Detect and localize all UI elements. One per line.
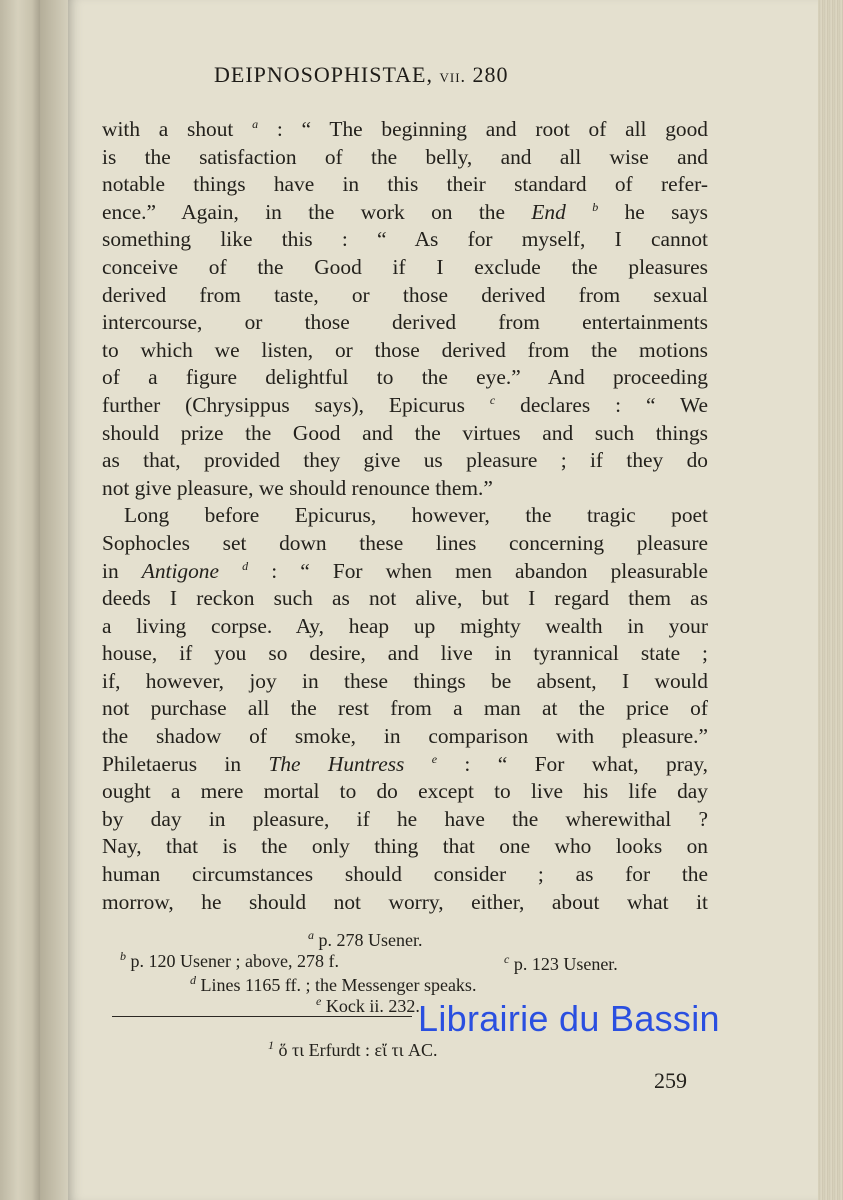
body-line: morrow, he should not worry, either, about what it bbox=[102, 889, 708, 914]
textual-note-text: ὅ τι Erfurdt : εἴ τι AC. bbox=[278, 1040, 438, 1060]
body-line: Nay, that is the only thing that one who looks on bbox=[102, 834, 708, 859]
footnote-marker: c bbox=[504, 952, 510, 966]
footnote-d bbox=[190, 975, 476, 996]
footnote-rule bbox=[112, 1016, 412, 1017]
body-line: ence.” Again, in the work on the End $^b$ he says bbox=[102, 199, 708, 224]
textual-note-marker: 1 bbox=[268, 1038, 274, 1052]
running-head bbox=[214, 62, 614, 88]
body-line: not give pleasure, we should renounce them.” bbox=[102, 475, 493, 500]
facing-page-edge bbox=[0, 0, 40, 1200]
footnote-marker: a bbox=[308, 928, 314, 942]
work-title: End bbox=[531, 199, 566, 224]
body-line: Long before Epicurus, however, the tragic poet bbox=[124, 503, 708, 528]
running-head-title: DEIPNOSOPHISTAE, bbox=[214, 62, 433, 87]
body-line: ought a mere mortal to do except to live his life day bbox=[102, 779, 708, 804]
body-line: should prize the Good and the virtues and such things bbox=[102, 420, 708, 445]
footnote-ref: b bbox=[592, 199, 599, 214]
textual-note bbox=[268, 1040, 438, 1061]
footnote-b bbox=[120, 951, 339, 972]
work-title: The Huntress bbox=[268, 751, 405, 776]
body-line: notable things have in this their standard of refer- bbox=[102, 172, 708, 197]
body-line: with a shout $^a$ : “ The beginning and root of all good bbox=[102, 116, 708, 141]
footnote-ref: d bbox=[242, 558, 249, 573]
footnote-marker: d bbox=[190, 973, 196, 987]
footnote-text: Lines 1165 ff. ; the Messenger speaks. bbox=[200, 975, 477, 995]
footnote-c bbox=[504, 954, 618, 975]
body-line: Sophocles set down these lines concerning pleasure bbox=[102, 530, 708, 555]
footnote-text: p. 278 Usener. bbox=[318, 930, 423, 950]
body-line: derived from taste, or those derived from sexual bbox=[102, 282, 708, 307]
body-line: human circumstances should consider ; as for the bbox=[102, 862, 708, 887]
page-stack-edge bbox=[818, 0, 843, 1200]
body-line: the shadow of smoke, in comparison with pleasure.” bbox=[102, 724, 708, 749]
body-line: if, however, joy in these things be absent, I would bbox=[102, 668, 708, 693]
running-head-book: vii. bbox=[439, 66, 467, 86]
watermark: Librairie du Bassin bbox=[418, 998, 720, 1039]
body-line: to which we listen, or those derived from the motions bbox=[102, 337, 708, 362]
body-line: in Antigone $^d$ : “ For when men abandon pleasurable bbox=[102, 558, 708, 583]
footnote-marker: b bbox=[120, 949, 126, 963]
body-line: conceive of the Good if I exclude the pleasures bbox=[102, 254, 708, 279]
body-line: further (Chrysippus says), Epicurus $^c$ declares : “ We bbox=[102, 392, 708, 417]
body-line: of a figure delightful to the eye.” And proceeding bbox=[102, 365, 708, 390]
body-line: deeds I reckon such as not alive, but I regard them as bbox=[102, 586, 708, 611]
footnote-text: p. 120 Usener ; above, 278 f. bbox=[130, 951, 339, 971]
body-line: intercourse, or those derived from entertainments bbox=[102, 310, 708, 335]
footnote-ref: a bbox=[252, 116, 259, 131]
body-line: house, if you so desire, and live in tyrannical state ; bbox=[102, 641, 708, 666]
footnote-text: p. 123 Usener. bbox=[513, 954, 618, 974]
body-line: not purchase all the rest from a man at the price of bbox=[102, 696, 708, 721]
body-line: Philetaerus in The Huntress $^e$ : “ For what, pray, bbox=[102, 751, 708, 776]
footnote-text: Kock ii. 232. bbox=[325, 996, 420, 1016]
body-line: a living corpse. Ay, heap up mighty wealth in your bbox=[102, 613, 708, 638]
footnote-e bbox=[316, 996, 420, 1017]
footnote-marker: e bbox=[316, 994, 322, 1008]
work-title: Antigone bbox=[141, 558, 219, 583]
footnote-a bbox=[308, 930, 422, 951]
body-line: as that, provided they give us pleasure ; if they do bbox=[102, 448, 708, 473]
running-head-section: 280 bbox=[472, 62, 509, 87]
body-line: is the satisfaction of the belly, and all wise and bbox=[102, 144, 708, 169]
body-line: by day in pleasure, if he have the wherewithal ? bbox=[102, 806, 708, 831]
body-text bbox=[102, 116, 708, 916]
body-line: something like this : “ As for myself, I cannot bbox=[102, 227, 708, 252]
footnote-ref: e bbox=[431, 751, 438, 766]
footnote-ref: c bbox=[489, 392, 496, 407]
page-number: 259 bbox=[654, 1068, 687, 1093]
